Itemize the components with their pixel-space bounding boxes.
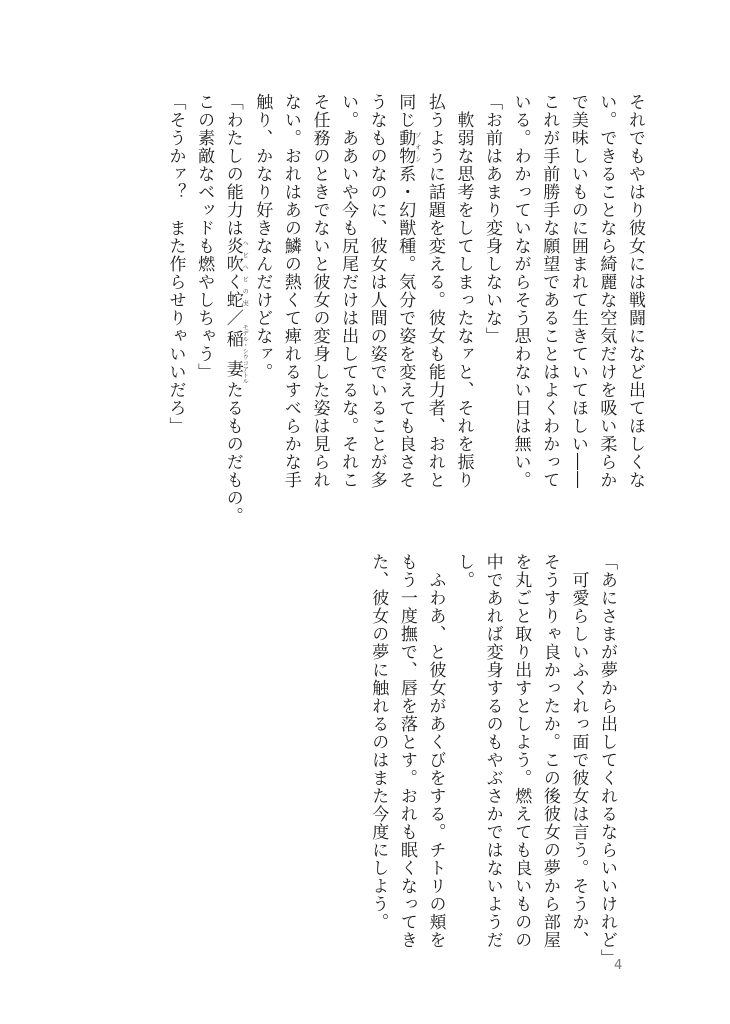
text-line [190, 93, 219, 493]
text-segment: もう一度撫で、唇を落とす。おれも眠くなってき [396, 553, 417, 949]
text-line [391, 93, 421, 493]
text-line [478, 553, 507, 953]
text-segment: そうすりゃ良かったか。この後彼女の夢から部屋 [539, 553, 560, 949]
ruby-base: 稲妻 [222, 324, 243, 384]
text-segment: 系・幻獣種。気分で姿を変えても良さそ [395, 165, 416, 489]
text-segment: 「そうかァ？ また作らせりゃいいだろ」 [165, 93, 186, 435]
text-line [592, 93, 621, 493]
text-segment: 「わたしの能力は [222, 93, 243, 237]
text-line [305, 93, 334, 493]
text-segment: た、彼女の夢に触れるのはまた今度にしよう。 [368, 553, 389, 931]
ruby-annotation: モデル・シウコアトル [241, 324, 249, 384]
text-line [420, 93, 449, 493]
text-segment: たるものだもの。 [222, 381, 243, 525]
text-line [449, 553, 478, 953]
text-segment: 「あにさまが夢から出してくれるならいいけれど」 [597, 553, 617, 967]
text-segment: 払うように話題を変える。彼女も能力者、おれと [424, 93, 445, 489]
ruby-annotation: ヘビヘビの実 [241, 237, 249, 309]
text-segment: ない。おれはあの鱗の熱くて痺れるすべらかな手 [280, 93, 301, 489]
text-line [421, 553, 450, 953]
text-line [620, 93, 649, 493]
text-line [506, 93, 535, 493]
text-segment: 同じ [395, 93, 416, 129]
text-line [563, 93, 592, 493]
text-segment: ／ [222, 309, 243, 327]
text-segment: 中であれば変身するのもやぶさかではないようだ [482, 553, 503, 949]
text-segment: いる。わかっていながらそう思わない日は無い。 [510, 93, 531, 489]
text-segment: それでもやはり彼女には戦闘になど出てほしくな [625, 93, 645, 489]
text-line [248, 93, 277, 493]
text-segment: 「お前はあまり変身しないな」 [482, 93, 503, 345]
text-segment: そ任務のときでないと彼女の変身した姿は見られ [309, 93, 330, 489]
text-line [507, 553, 536, 953]
text-line [333, 93, 362, 493]
page-number: 4 [614, 958, 623, 973]
text-line [392, 553, 421, 953]
text-segment: で美味しいものに囲まれて生きていてほしい―― [567, 93, 588, 489]
text-block-upper [161, 93, 649, 525]
text-segment: を丸ごと取り出すとしよう。燃えても良いものの [511, 553, 532, 949]
text-line [592, 553, 621, 967]
text-line [218, 93, 249, 525]
ruby-base: 炎吹く蛇 [222, 237, 243, 309]
text-line [364, 553, 393, 953]
text-line [161, 93, 190, 493]
ruby-text [395, 129, 421, 165]
text-segment: ふわあ、と彼女があくびをする。チトリの頬を [425, 553, 446, 949]
text-segment: い。できることなら綺麗な空気だけを吸い柔らか [596, 93, 617, 489]
text-line [477, 93, 506, 493]
ruby-base: 動物 [395, 129, 416, 165]
text-line [276, 93, 305, 493]
text-line [535, 93, 564, 493]
text-segment: うなものなのに、彼女は人間の姿でいることが多 [366, 93, 387, 489]
text-line [564, 553, 593, 953]
text-segment: 可愛らしいふくれっ面で彼女は言う。そうか、 [568, 553, 589, 949]
text-line [362, 93, 391, 493]
ruby-text [222, 324, 249, 384]
text-line [535, 553, 564, 953]
text-segment: し。 [454, 553, 475, 589]
ruby-annotation: ゾオン [413, 129, 421, 165]
text-segment: この素敵なベッドも燃やしちゃう」 [194, 93, 215, 381]
text-segment: 軟弱な思考をしてしまったなァと、それを振り [453, 93, 474, 489]
text-segment: い。ああいや今も尻尾だけは出してるな。それこ [338, 93, 359, 489]
text-block-lower [364, 553, 621, 967]
text-segment: 触り、かなり好きなんだけどなァ。 [252, 93, 273, 381]
ruby-text [222, 237, 249, 309]
text-line [449, 93, 478, 493]
text-segment: これが手前勝手な願望であることはよくわかって [539, 93, 560, 489]
